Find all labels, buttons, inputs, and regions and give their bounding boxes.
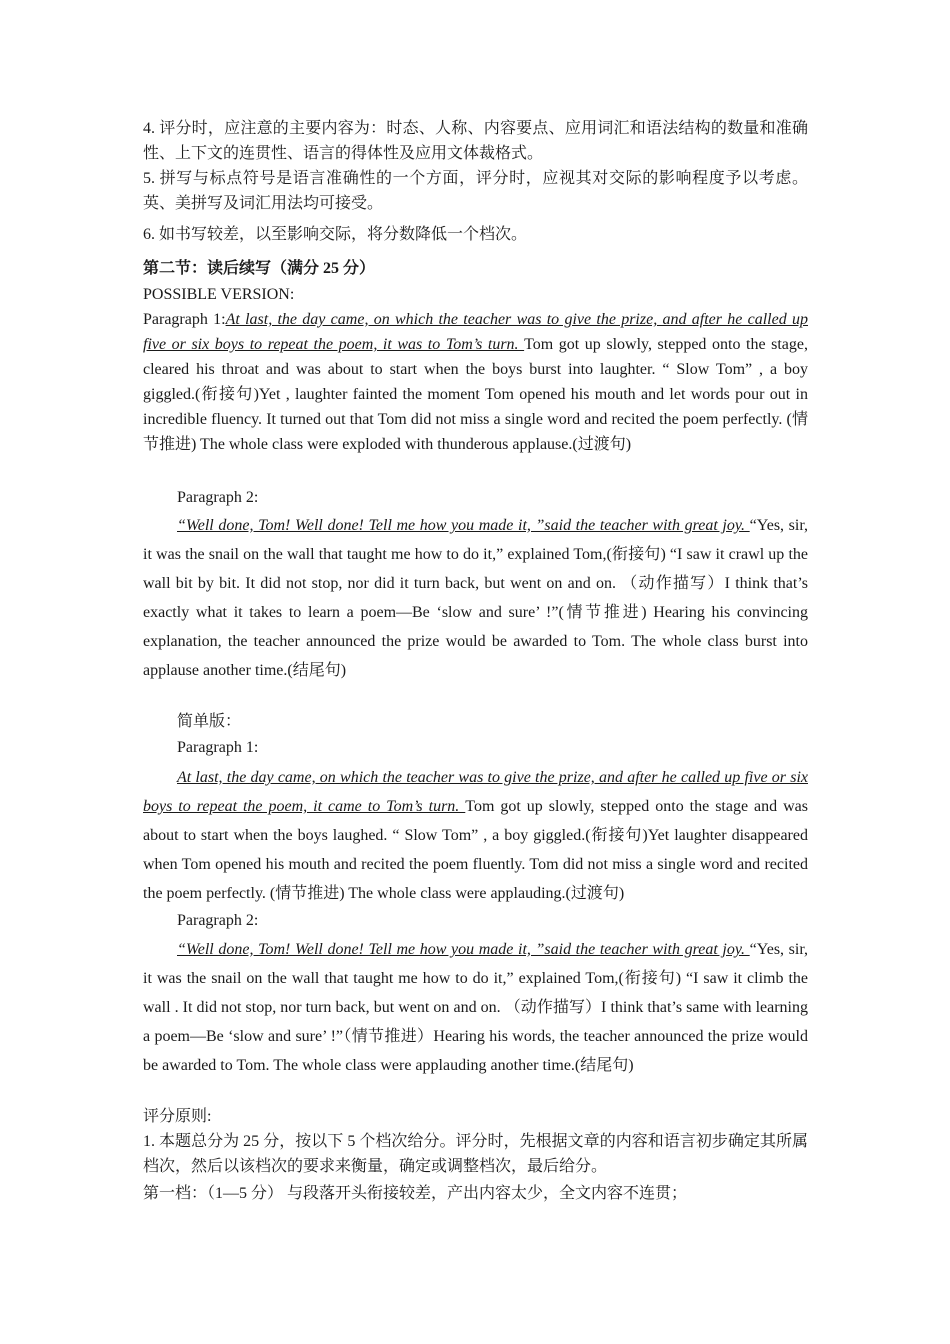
simple-paragraph2-label: Paragraph 2: [177,912,259,929]
given-opening-sentence: At last, the day came, on which the teacher was to give the prize, and after he called up five or six boys to repeat the poem, it came to Tom’s turn. [143,769,808,815]
rule-6: 6. 如书写较差，以至影响交际，将分数降低一个档次。 [143,226,528,243]
paragraph-body: “Yes, sir, it was the snail on the wall that taught me how to do it,” explained Tom,(衔接句) “I saw it crawl up the wall bit by bit. It did not stop, nor did it turn back, but went on and on. （动作描写）I think that’s exactly what it takes to learn a poem—Be ‘slow and sure’ !”(情节推进) Hearing his convincing explanation, the teacher announced the prize would be awarded to Tom. The whole class burst into applause another time.(结尾句) [143,517,809,679]
possible-version-label: POSSIBLE VERSION: [143,286,295,303]
paragraph-label: Paragraph 1: [143,311,226,328]
scoring-tier-1: 第一档：（1—5 分） 与段落开头衔接较差，产出内容太少，全文内容不连贯； [143,1185,688,1202]
paragraph-body: “Yes, sir, it was the snail on the wall that taught me how to do it,” explained Tom,(衔接句) “I saw it climb the wall . It did not stop, nor turn back, but went on and on. （动作描写）I think that’s same with learning a poem—Be ‘slow and sure’ !”（情节推进）Hearing his words, the teacher announced the prize would be awarded to Tom. The whole class were applauding another time.(结尾句) [143,941,809,1074]
given-opening-sentence: “Well done, Tom! Well done! Tell me how you made it, ”said the teacher with great joy. [177,517,750,534]
version1-paragraph2 [143,511,808,685]
given-opening-sentence: At last, the day came, on which the teacher was to give the prize, and after he called up five or six boys to repeat the poem, it was to Tom’s turn. [143,311,809,353]
given-opening-sentence: “Well done, Tom! Well done! Tell me how you made it, ”said the teacher with great joy. [177,941,750,958]
version1-paragraph1 [143,307,808,457]
version1-paragraph2-label: Paragraph 2: [177,489,259,506]
simple-paragraph2 [143,935,808,1080]
simple-version-heading: 简单版： [177,713,242,730]
simple-paragraph1-label: Paragraph 1: [177,739,259,756]
simple-paragraph1 [143,763,808,908]
scoring-rule-1: 1. 本题总分为 25 分，按以下 5 个档次给分。评分时，先根据文章的内容和语言初步确定其所属档次，然后以该档次的要求来衡量，确定或调整档次，最后给分。 [143,1133,808,1175]
section-title: 第二节：读后续写（满分 25 分） [143,260,376,277]
rule-4: 4. 评分时，应注意的主要内容为：时态、人称、内容要点、应用词汇和语法结构的数量和准确性、上下文的连贯性、语言的得体性及应用文体裁格式。 [143,120,808,162]
scoring-heading: 评分原则: [143,1108,212,1125]
rule-5: 5. 拼写与标点符号是语言准确性的一个方面，评分时，应视其对交际的影响程度予以考虑。英、美拼写及词汇用法均可接受。 [143,170,808,212]
paragraph-body: Tom got up slowly, stepped onto the stage, cleared his throat and was about to start when the boys burst into laughter. “ Slow Tom” , a boy giggled.(衔接句)Yet , laughter fainted the moment Tom opened his mouth and let words pour out in incredible fluency. It turned out that Tom did not miss a single word and recited the poem perfectly. (情节推进) The whole class were exploded with thunderous applause.(过渡句) [143,336,809,453]
paragraph-body: Tom got up slowly, stepped onto the stage and was about to start when the boys laughed. “ Slow Tom” , a boy giggled.(衔接句)Yet laughter disappeared when Tom opened his mouth and recited the poem fluently. Tom did not miss a single word and recited the poem perfectly. (情节推进) The whole class were applauding.(过渡句) [143,798,809,902]
